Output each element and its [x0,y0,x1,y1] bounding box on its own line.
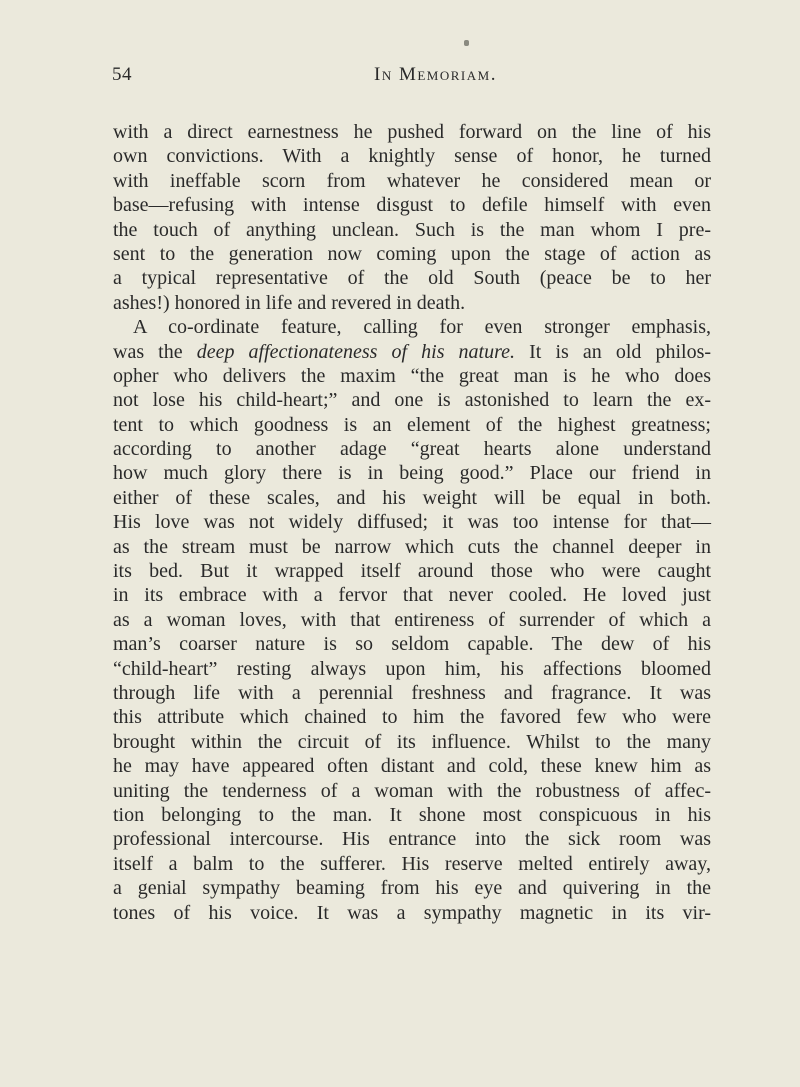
emphasis-phrase: deep affectionateness of his nature. [196,340,516,363]
text-line: a genial sympathy beaming from his eye and quivering in the [113,877,711,900]
text-line: either of these scales, and his weight will be equal in both. [113,486,711,509]
text-line: how much glory there is in being good.” Place our friend in [113,462,711,485]
text-line: opher who delivers the maxim “the great man is he who does [113,364,711,387]
text-line: this attribute which chained to him the favored few who were [113,706,711,729]
text-line: ashes!) honored in life and revered in death. [113,291,466,314]
print-mark [464,40,469,46]
text-line: A co-ordinate feature, calling for even stronger emphasis, [133,316,711,339]
text-line: sent to the generation now coming upon the stage of action as [113,242,711,265]
text-line: according to another adage “great hearts alone understand [113,438,711,461]
text-line: itself a balm to the sufferer. His reserve melted entirely away, [113,852,711,875]
text-line: as a woman loves, with that entireness of surrender of which a [113,608,711,631]
text-line: as the stream must be narrow which cuts the channel deeper in [113,535,711,558]
text-line: with ineffable scorn from whatever he considered mean or [113,169,711,192]
text-line: the touch of anything unclean. Such is the man whom I pre- [113,218,711,241]
text-line: His love was not widely diffused; it was too intense for that— [113,511,711,534]
text-line-with-emphasis [113,340,711,364]
text-line: a typical representative of the old South (peace be to her [113,267,711,290]
text-line: through life with a perennial freshness and fragrance. It was [113,681,711,704]
text-line: “child-heart” resting always upon him, his affections bloomed [113,657,711,680]
text-line: base—refusing with intense disgust to defile himself with even [113,194,711,217]
text-line: with a direct earnestness he pushed forward on the line of his [113,121,711,143]
text-line: professional intercourse. His entrance into the sick room was [113,828,711,851]
page-number: 54 [112,64,132,85]
body-text [113,120,711,925]
text-line: its bed. But it wrapped itself around those who were caught [113,560,711,583]
text-line: uniting the tenderness of a woman with the robustness of affec- [113,779,711,802]
text-line: in its embrace with a fervor that never cooled. He loved just [113,584,711,607]
text-fragment: It is an old philos- [529,340,712,363]
running-head: In Memoriam. [374,64,497,85]
text-line: tones of his voice. It was a sympathy magnetic in its vir- [113,901,711,924]
text-line: own convictions. With a knightly sense of honor, he turned [113,145,711,168]
text-line: not lose his child-heart;” and one is astonished to learn the ex- [113,389,711,412]
text-line: he may have appeared often distant and cold, these knew him as [113,755,711,778]
text-line: brought within the circuit of its influence. Whilst to the many [113,730,711,753]
text-line: man’s coarser nature is so seldom capable. The dew of his [113,633,711,656]
page-header [112,64,692,88]
text-line: tion belonging to the man. It shone most conspicuous in his [113,803,711,826]
text-fragment: was the [113,340,183,363]
text-line: tent to which goodness is an element of the highest greatness; [113,413,711,436]
